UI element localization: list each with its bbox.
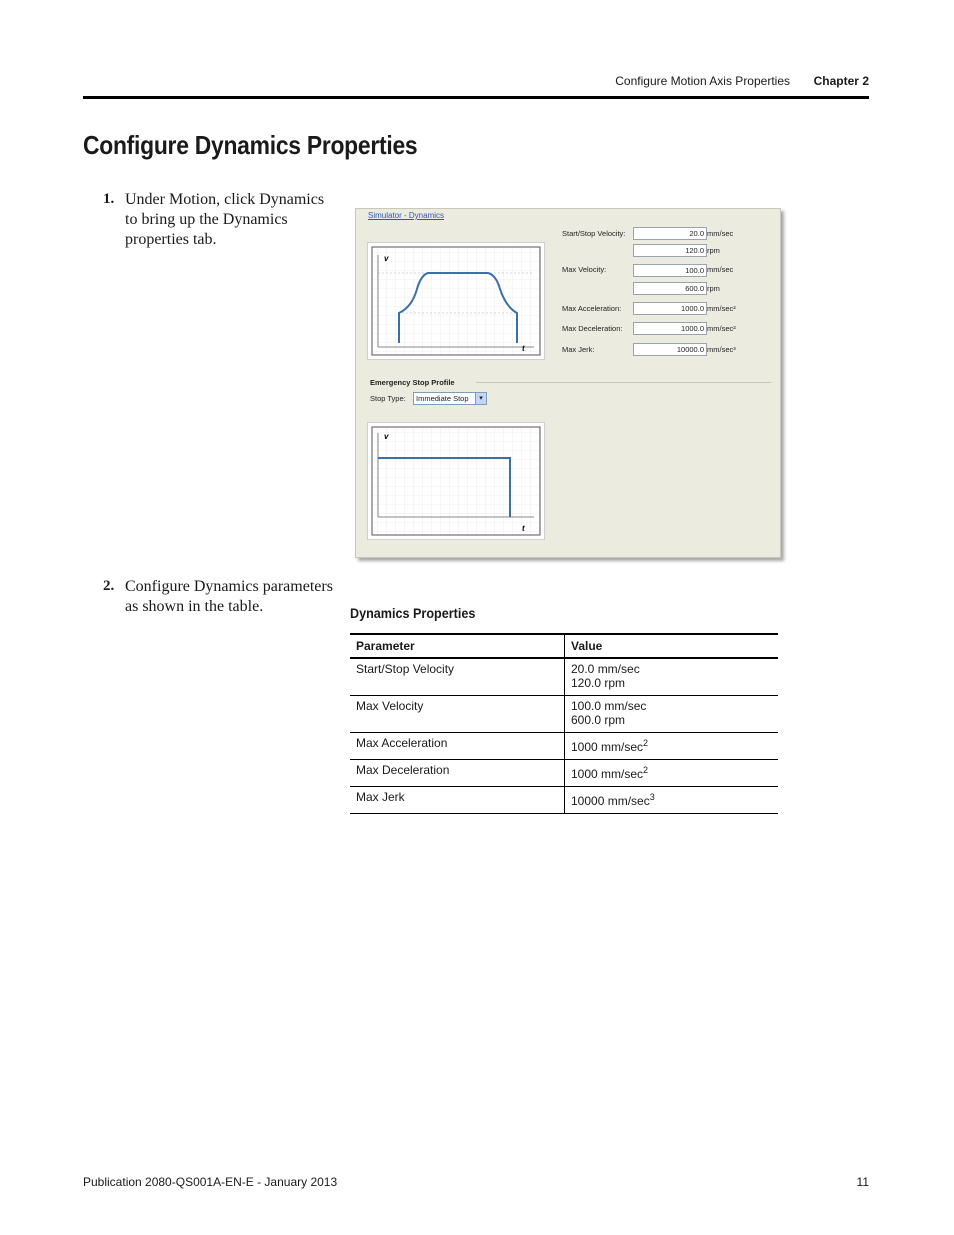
parameter-cell: Max Velocity <box>350 696 565 733</box>
v-axis-label: v <box>384 254 389 263</box>
max-velocity-rpm-unit: rpm <box>707 284 720 293</box>
step-text <box>125 190 345 250</box>
parameter-cell: Start/Stop Velocity <box>350 658 565 696</box>
chevron-down-icon[interactable]: ▾ <box>475 393 486 404</box>
value-exponent: 2 <box>643 765 649 775</box>
value-cell <box>565 658 779 696</box>
value-line: 1000 mm/sec <box>571 740 644 754</box>
value-cell <box>565 760 779 787</box>
header-value: Value <box>565 634 779 658</box>
table-row <box>350 760 778 787</box>
stop-profile-svg <box>368 423 544 539</box>
header-parameter: Parameter <box>350 634 565 658</box>
table-caption: Dynamics Properties <box>350 605 476 621</box>
start-stop-velocity-unit: mm/sec <box>707 229 734 238</box>
parameter-cell: Max Acceleration <box>350 733 565 760</box>
value-line: 1000 mm/sec <box>571 767 644 781</box>
step-line: properties tab. <box>125 231 217 248</box>
header-rule <box>83 96 869 99</box>
step-line: Configure Dynamics parameters <box>125 578 333 595</box>
max-acceleration-input[interactable]: 1000.0 <box>633 302 707 315</box>
step-line: Under Motion, click Dynamics <box>125 191 325 208</box>
dynamics-dialog <box>355 208 781 558</box>
value-exponent: 2 <box>643 738 649 748</box>
chart-plot-area <box>372 427 540 535</box>
value-cell <box>565 787 779 814</box>
table-row <box>350 787 778 814</box>
stop-type-label: Stop Type: <box>370 394 406 403</box>
max-jerk-label: Max Jerk: <box>562 345 595 354</box>
value-line: 100.0 mm/sec <box>571 699 647 713</box>
velocity-profile-chart <box>367 242 545 360</box>
table-row <box>350 658 778 696</box>
start-stop-velocity-rpm-input[interactable]: 120.0 <box>633 244 707 257</box>
value-cell <box>565 696 779 733</box>
stop-type-select[interactable] <box>413 392 487 405</box>
t-axis-label: t <box>522 344 525 353</box>
table-header-row <box>350 634 778 658</box>
max-velocity-rpm-input[interactable]: 600.0 <box>633 282 707 295</box>
chart-plot-area <box>372 247 540 355</box>
max-velocity-input[interactable]: 100.0 <box>633 264 707 277</box>
page-title: Configure Dynamics Properties <box>83 130 418 160</box>
stop-type-value: Immediate Stop <box>416 394 469 403</box>
start-stop-velocity-label: Start/Stop Velocity: <box>562 229 626 238</box>
max-deceleration-label: Max Deceleration: <box>562 324 623 333</box>
value-line: 600.0 rpm <box>571 713 626 727</box>
value-cell <box>565 733 779 760</box>
max-jerk-input[interactable]: 10000.0 <box>633 343 707 356</box>
step-line: as shown in the table. <box>125 598 264 615</box>
step-number: 1. <box>103 191 115 207</box>
max-velocity-label: Max Velocity: <box>562 265 607 274</box>
value-line: 20.0 mm/sec <box>571 662 640 676</box>
max-jerk-unit: mm/sec³ <box>707 345 736 354</box>
t-axis-label: t <box>522 524 525 533</box>
footer-publication: Publication 2080-QS001A-EN-E - January 2013 <box>83 1175 338 1189</box>
table-row <box>350 696 778 733</box>
parameter-cell: Max Deceleration <box>350 760 565 787</box>
start-stop-velocity-rpm-unit: rpm <box>707 246 720 255</box>
max-velocity-unit: mm/sec <box>707 265 734 274</box>
value-line: 120.0 rpm <box>571 676 626 690</box>
running-header-section: Configure Motion Axis Properties <box>615 74 790 88</box>
footer-page-number: 11 <box>856 1175 869 1189</box>
dialog-title-link[interactable]: Simulator - Dynamics <box>368 211 445 220</box>
max-acceleration-unit: mm/sec² <box>707 304 736 313</box>
table-row <box>350 733 778 760</box>
value-line: 10000 mm/sec <box>571 794 650 808</box>
max-acceleration-label: Max Acceleration: <box>562 304 622 313</box>
value-exponent: 3 <box>649 792 655 802</box>
stop-profile-chart <box>367 422 545 540</box>
parameter-cell: Max Jerk <box>350 787 565 814</box>
step-text <box>125 577 350 617</box>
start-stop-velocity-input[interactable]: 20.0 <box>633 227 707 240</box>
running-header-chapter: Chapter 2 <box>813 74 869 88</box>
v-axis-label: v <box>384 432 389 441</box>
step-line: to bring up the Dynamics <box>125 211 288 228</box>
emergency-stop-title: Emergency Stop Profile <box>370 378 455 387</box>
velocity-profile-svg <box>368 243 544 359</box>
emergency-stop-rule <box>476 382 771 383</box>
step-number: 2. <box>103 578 115 594</box>
max-deceleration-unit: mm/sec² <box>707 324 736 333</box>
max-deceleration-input[interactable]: 1000.0 <box>633 322 707 335</box>
dynamics-properties-table <box>350 633 778 814</box>
